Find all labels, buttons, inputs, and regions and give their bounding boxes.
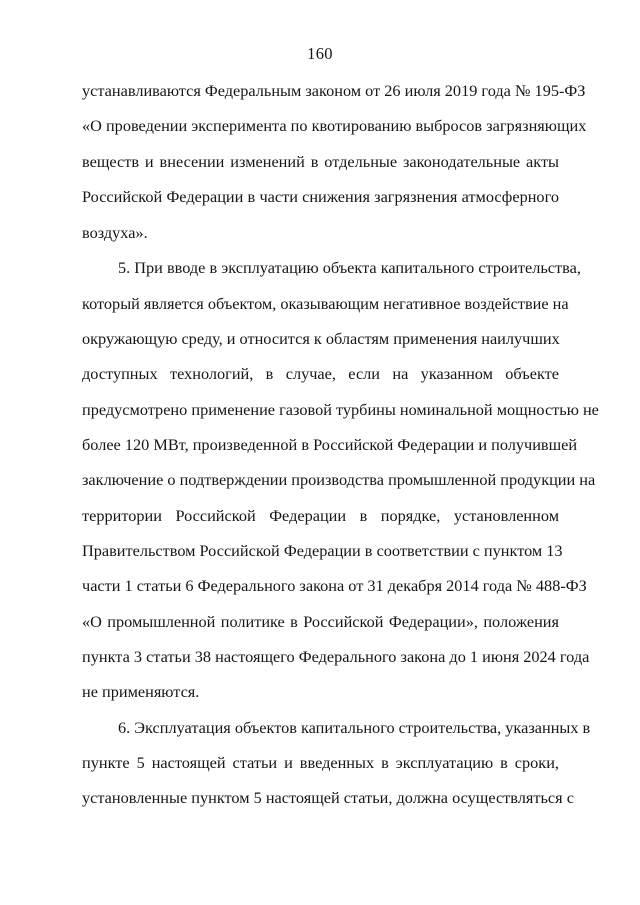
text-line: установленные пунктом 5 настоящей статьи, должна осуществляться с [82,788,574,807]
text-line: Российской Федерации в части снижения загрязнения атмосферного [82,187,559,206]
text-line: территории Российской Федерации в порядке, установленном [82,506,559,525]
text-line: пункте 5 настоящей статьи и введенных в эксплуатацию в сроки, [82,753,559,772]
paragraph-first-line: 5. При вводе в эксплуатацию объекта капитального строительства, [118,258,581,277]
text-line: доступных технологий, в случае, если на указанном объекте [82,364,559,383]
text-line: «О промышленной политике в Российской Федерации», положения [82,612,559,631]
text-line: предусмотрено применение газовой турбины номинальной мощностью не [82,400,599,419]
text-line: окружающую среду, и относится к областям применения наилучших [82,329,560,348]
text-line: части 1 статьи 6 Федерального закона от 31 декабря 2014 года № 488-ФЗ [82,576,587,595]
text-line: устанавливаются Федеральным законом от 26 июля 2019 года № 195-ФЗ [82,81,586,100]
text-line: пункта 3 статьи 38 настоящего Федерального закона до 1 июня 2024 года [82,647,590,666]
text-line: Правительством Российской Федерации в соответствии с пунктом 13 [82,541,563,560]
text-line: не применяются. [82,682,200,701]
text-line: который является объектом, оказывающим негативное воздействие на [82,294,569,313]
text-line: воздуха». [82,223,148,242]
text-line: веществ и внесении изменений в отдельные законодательные акты [82,152,559,171]
paragraph-first-line: 6. Эксплуатация объектов капитального строительства, указанных в [118,718,591,737]
text-line: более 120 МВт, произведенной в Российской Федерации и получившей [82,435,578,454]
text-line: заключение о подтверждении производства промышленной продукции на [82,470,596,489]
page-number: 160 [307,44,333,63]
text-line: «О проведении эксперимента по квотированию выбросов загрязняющих [82,116,587,135]
